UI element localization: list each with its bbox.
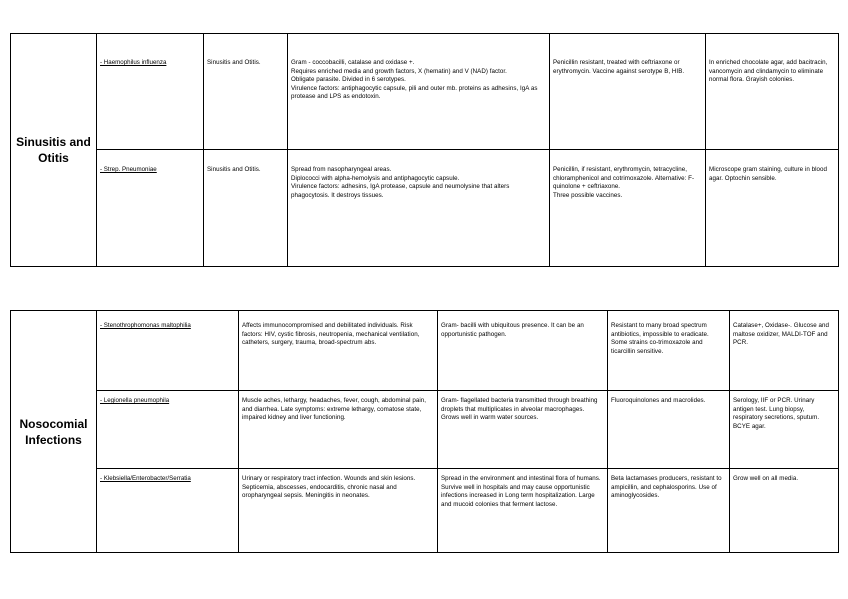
cell-text: Sinusitis and Otitis. — [207, 166, 261, 173]
cell-text: Catalase+, Oxidase-. Glucose and maltose oxidizer, MALDI-TOF and PCR. — [733, 322, 830, 347]
cell-text: In enriched chocolate agar, add bacitracin, vancomycin and clindamycin to eliminate normal flora. Grayish colonies. — [709, 59, 828, 84]
organism-stenothrophomonas: - Stenothrophomonas maltophilia — [100, 322, 191, 329]
cell-text: Gram- bacilli with ubiquitous presence. It can be an opportunistic pathogen. — [441, 322, 584, 338]
diagnosis-cell — [706, 150, 839, 267]
cell-text: Penicillin resistant, treated with ceftriaxone or erythromycin. Vaccine against serotype B, HIB. — [553, 59, 685, 75]
treatment-cell — [608, 311, 730, 391]
cell-text: Resistant to many broad spectrum antibiotics, impossible to eradicate. Some strains co-trimoxazole and ticarcillin sensitive. — [611, 322, 709, 355]
cell-text: Serology, IIF or PCR. Urinary antigen test. Lung biopsy, respiratory secretions, sputum. BCYE agar. — [733, 397, 820, 430]
organism-cell — [97, 311, 239, 391]
category-nosocomial: Nosocomial Infections — [11, 311, 97, 553]
cell-text: Muscle aches, lethargy, headaches, fever, cough, abdominal pain, and diarrhea. Late symptoms: extreme lethargy, comatose state, impaired kidney and liver functioning. — [242, 397, 427, 422]
treatment-cell — [608, 391, 730, 469]
characteristics-cell — [438, 311, 608, 391]
characteristics-cell — [288, 34, 550, 150]
cell-text: Grow well on all media. — [733, 475, 799, 482]
diagnosis-cell — [730, 311, 839, 391]
sinusitis-otitis-table — [10, 33, 839, 267]
treatment-cell — [550, 150, 706, 267]
category-sinusitis-otitis: Sinusitis and Otitis — [11, 34, 97, 267]
cell-text: Gram- flagellated bacteria transmitted through breathing droplets that multiplicates in alveolar macrophages. Grows well in warm water sources. — [441, 397, 598, 422]
cell-text: Fluoroquinolones and macrolides. — [611, 397, 706, 404]
characteristics-cell — [438, 391, 608, 469]
symptoms-cell — [239, 391, 438, 469]
characteristics-cell — [288, 150, 550, 267]
cell-text: Spread in the environment and intestinal flora of humans. Survive well in hospitals and may cause opportunistic infections increased in Long term hospitalization. Large and mucoid colonies that ferment lactose. — [441, 475, 601, 508]
symptoms-cell — [239, 311, 438, 391]
diagnosis-cell — [730, 469, 839, 553]
diagnosis-cell — [706, 34, 839, 150]
treatment-cell — [550, 34, 706, 150]
organism-cell — [97, 34, 204, 150]
cell-text: Beta lactamases producers, resistant to ampicillin, and cephalosporins. Use of aminoglycosides. — [611, 475, 722, 500]
cell-text: Microscope gram staining, culture in blood agar. Optochin sensible. — [709, 166, 828, 182]
disease-cell — [204, 34, 288, 150]
organism-cell — [97, 391, 239, 469]
cell-text: Urinary or respiratory tract infection. Wounds and skin lesions. Septicemia, abscesses, endocarditis, chronic nasal and oropharyngeal sepsis. Meningitis in neonates. — [242, 475, 416, 500]
diagnosis-cell — [730, 391, 839, 469]
organism-cell — [97, 150, 204, 267]
treatment-cell — [608, 469, 730, 553]
cell-text: Spread from nasopharyngeal areas. Diplococci with alpha-hemolysis and antiphagocytic capsule. Virulence factors: adhesins, IgA protease, capsule and neumolysine that alters phagocytosis. It destroys tissues. — [291, 166, 510, 199]
symptoms-cell — [239, 469, 438, 553]
nosocomial-infections-table — [10, 310, 839, 553]
cell-text: Penicillin, if resistant, erythromycin, tetracycline, chloramphenicol and cotrimoxazole. Alternative: F-quinolone + ceftriaxone. Three possible vaccines. — [553, 166, 695, 199]
organism-cell — [97, 469, 239, 553]
organism-klebsiella: - Klebsiella/Enterobacter/Serratia — [100, 475, 191, 482]
organism-legionella: - Legionella pneumophila — [100, 397, 170, 404]
characteristics-cell — [438, 469, 608, 553]
organism-strep-pneumoniae: - Strep. Pneumoniae — [100, 166, 157, 173]
cell-text: Sinusitis and Otitis. — [207, 59, 261, 66]
cell-text: Affects immunocompromised and debilitated individuals. Risk factors: HIV, cystic fibrosis, neutropenia, mechanical ventilation, catheters, surgery, trauma, broad-spectrum abs. — [242, 322, 420, 347]
organism-haemophilus: - Haemophilus influenza — [100, 59, 167, 66]
cell-text: Gram - coccobacilli, catalase and oxidase +. Requires enriched media and growth factors, X (hematin) and V (NAD) factor. Obligate parasite. Divided in 6 serotypes. Virulence factors: antiphagocytic capsule, pili and outer mb. proteins as adhesins, IgA as protease and LPS as endotoxin. — [291, 59, 538, 101]
disease-cell — [204, 150, 288, 267]
